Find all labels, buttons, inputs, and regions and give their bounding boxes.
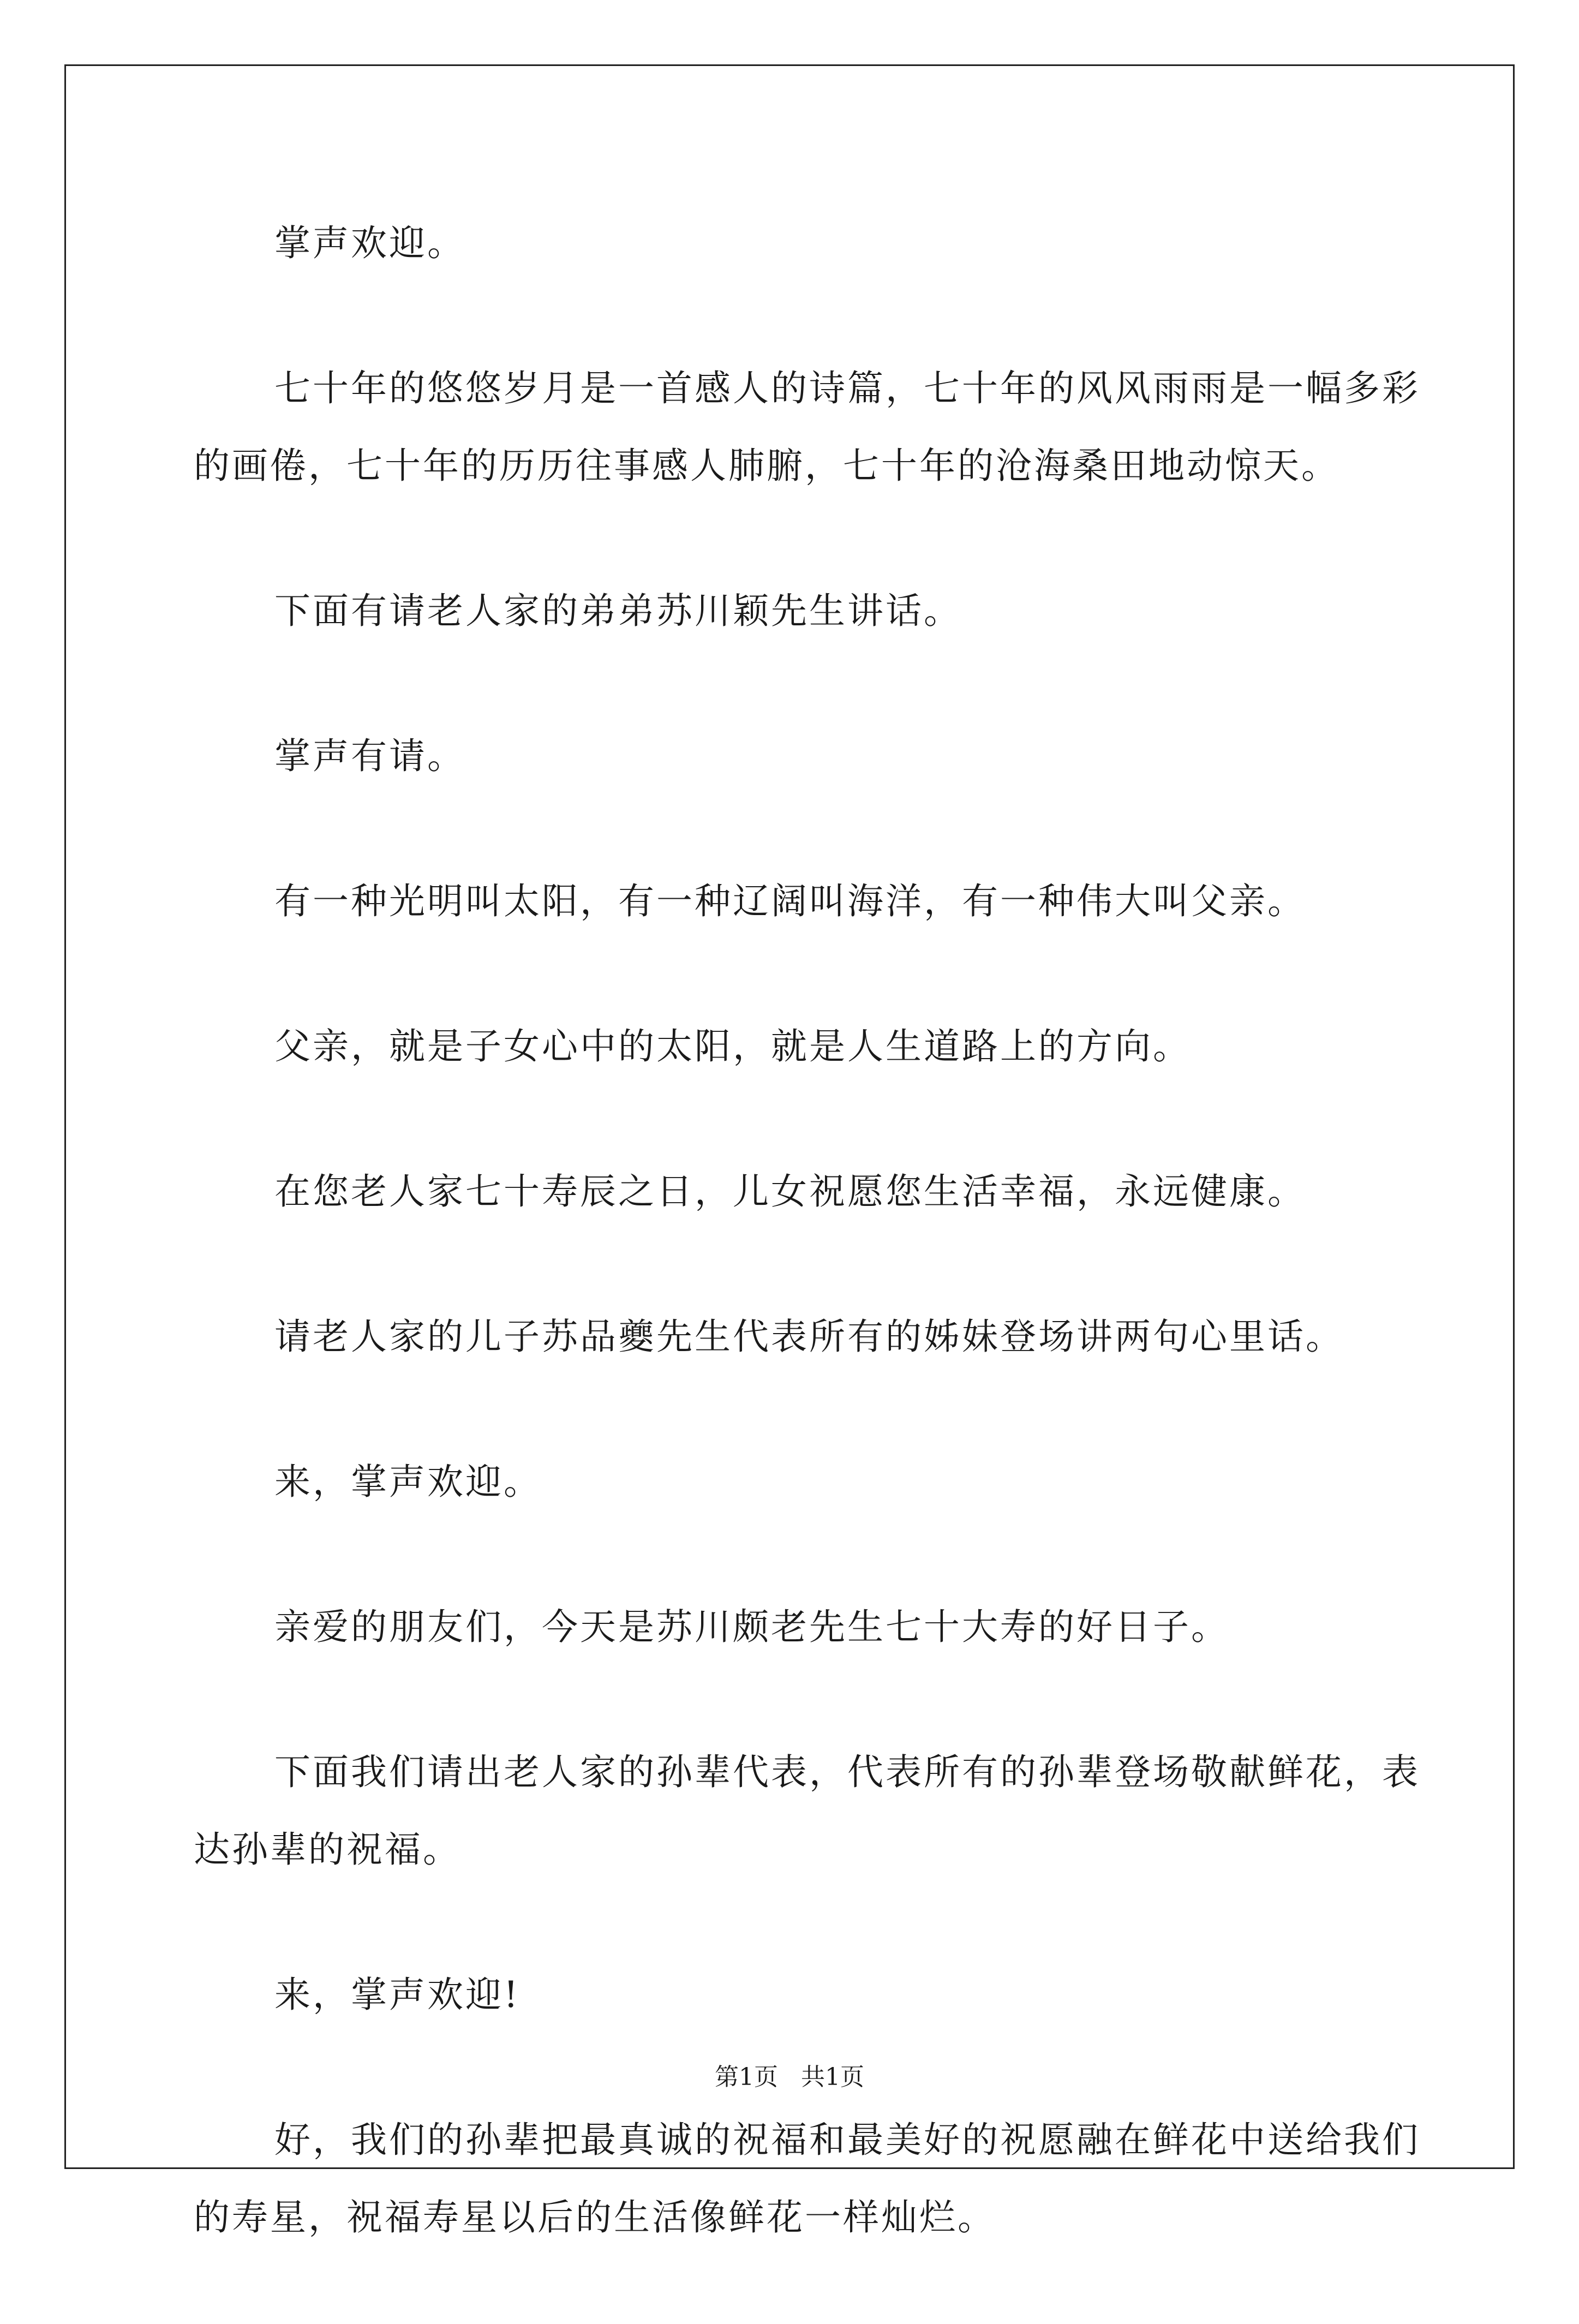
paragraph: 好，我们的孙辈把最真诚的祝福和最美好的祝愿融在鲜花中送给我们的寿星，祝福寿星以后的生活像鲜花一样灿烂。 [194,2119,1420,2238]
paragraph: 掌声有请。 [274,735,465,777]
paragraph: 父亲，就是子女心中的太阳，就是人生道路上的方向。 [274,1025,1191,1067]
page-number: 第1页 [715,2063,778,2091]
page-footer [0,2061,1579,2094]
paragraph: 来，掌声欢迎。 [274,1461,542,1503]
paragraph: 有一种光明叫太阳，有一种辽阔叫海洋，有一种伟大叫父亲。 [274,880,1306,922]
paragraph: 亲爱的朋友们，今天是苏川颇老先生七十大寿的好日子。 [274,1606,1229,1648]
page-total: 共1页 [801,2063,864,2091]
paragraph: 来，掌声欢迎! [274,1974,521,2016]
paragraph: 请老人家的儿子苏品夔先生代表所有的姊妹登场讲两句心里话。 [274,1316,1344,1358]
document-body [194,205,1449,2324]
paragraph: 七十年的悠悠岁月是一首感人的诗篇，七十年的风风雨雨是一幅多彩的画倦，七十年的历历往事感人肺腑，七十年的沧海桑田地动惊天。 [194,367,1420,487]
paragraph: 下面有请老人家的弟弟苏川颖先生讲话。 [274,590,962,632]
paragraph: 掌声欢迎。 [274,222,465,264]
paragraph: 在您老人家七十寿辰之日，儿女祝愿您生活幸福，永远健康。 [274,1170,1306,1212]
paragraph: 下面我们请出老人家的孙辈代表，代表所有的孙辈登场敬献鲜花，表达孙辈的祝福。 [194,1751,1420,1871]
